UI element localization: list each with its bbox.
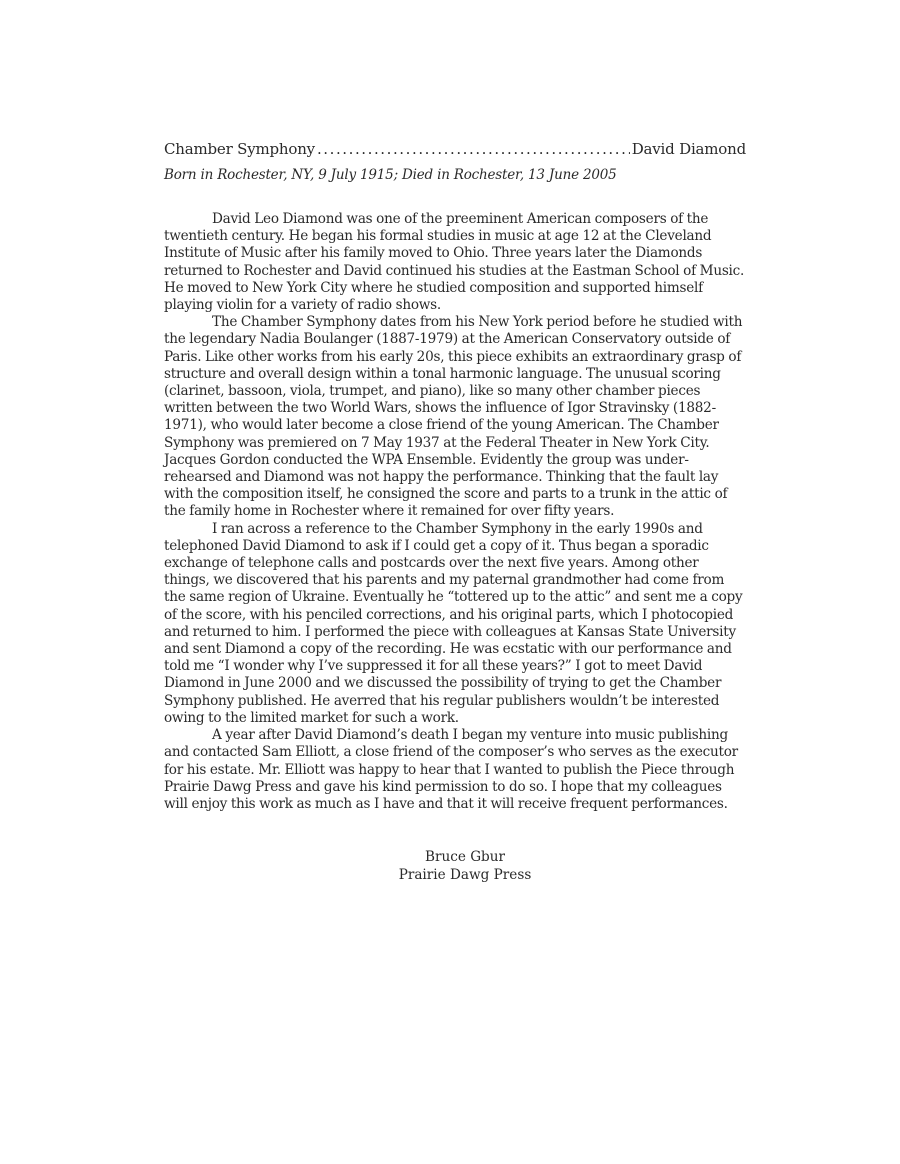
paragraph-biography: David Leo Diamond was one of the preeminent American composers of the twentieth century. He began his formal studies in music at age 12 at the Cleveland Institute of Music after his family moved to Ohio. Three years later the Diamonds returned to Rochester and David continued his studies at the Eastman School of Music. He moved to New York City where he studied composition and supported himself playing violin for a variety of radio shows.: [164, 211, 745, 314]
signature-block: [164, 848, 746, 884]
composer-name: David Diamond: [631, 140, 746, 158]
program-note-page: [164, 138, 746, 884]
signature-name: Bruce Gbur: [424, 849, 506, 866]
dot-leader: [317, 138, 630, 160]
paragraph-publication: A year after David Diamond’s death I began my venture into music publishing and contacted Sam Elliott, a close friend of the composer’s who serves as the executor for his estate. Mr. Elliott was happy to hear that I wanted to publish the Piece through Prairie Dawg Press and gave his kind permission to do so. I hope that my colleagues will enjoy this work as much as I have and that it will receive frequent performances.: [164, 727, 738, 812]
signature-organization: Prairie Dawg Press: [398, 867, 532, 884]
paragraph-discovery: I ran across a reference to the Chamber Symphony in the early 1990s and telephoned David Diamond to ask if I could get a copy of it. Thus began a sporadic exchange of telephone calls and postcards over the next five years. Among other things, we discovered that his parents and my paternal grandmother had come from the same region of Ukraine. Eventually he “tottered up to the attic” and sent me a copy of the score, with his penciled corrections, and his original parts, which I photocopied and returned to him. I performed the piece with colleagues at Kansas State University and sent Diamond a copy of the recording. He was ecstatic with our performance and told me “I wonder why I’ve suppressed it for all these years?” I got to meet David Diamond in June 2000 and we discussed the possibility of trying to get the Chamber Symphony published. He averred that his regular publishers wouldn’t be interested owing to the limited market for such a work.: [164, 520, 743, 726]
paragraph-history: The Chamber Symphony dates from his New York period before he studied with the legendary Nadia Boulanger (1887-1979) at the American Conservatory outside of Paris. Like other works from his early 20s, this piece exhibits an extraordinary grasp of structure and overall design within a tonal harmonic language. The unusual scoring (clarinet, bassoon, viola, trumpet, and piano), like so many other chamber pieces written between the two World Wars, shows the influence of Igor Stravinsky (1882-1971), who would later become a close friend of the young American. The Chamber Symphony was premiered on 7 May 1937 at the Federal Theater in New York City. Jacques Gordon conducted the WPA Ensemble. Evidently the group was under-rehearsed and Diamond was not happy the performance. Thinking that the fault lay with the composition itself, he consigned the score and parts to a trunk in the attic of the family home in Rochester where it remained for over fifty years.: [164, 314, 743, 520]
program-note-body: [164, 211, 746, 813]
work-title: Chamber Symphony: [164, 140, 315, 158]
composer-dates: Born in Rochester, NY, 9 July 1915; Died in Rochester, 13 June 2005: [164, 167, 617, 183]
title-line: [164, 138, 746, 160]
